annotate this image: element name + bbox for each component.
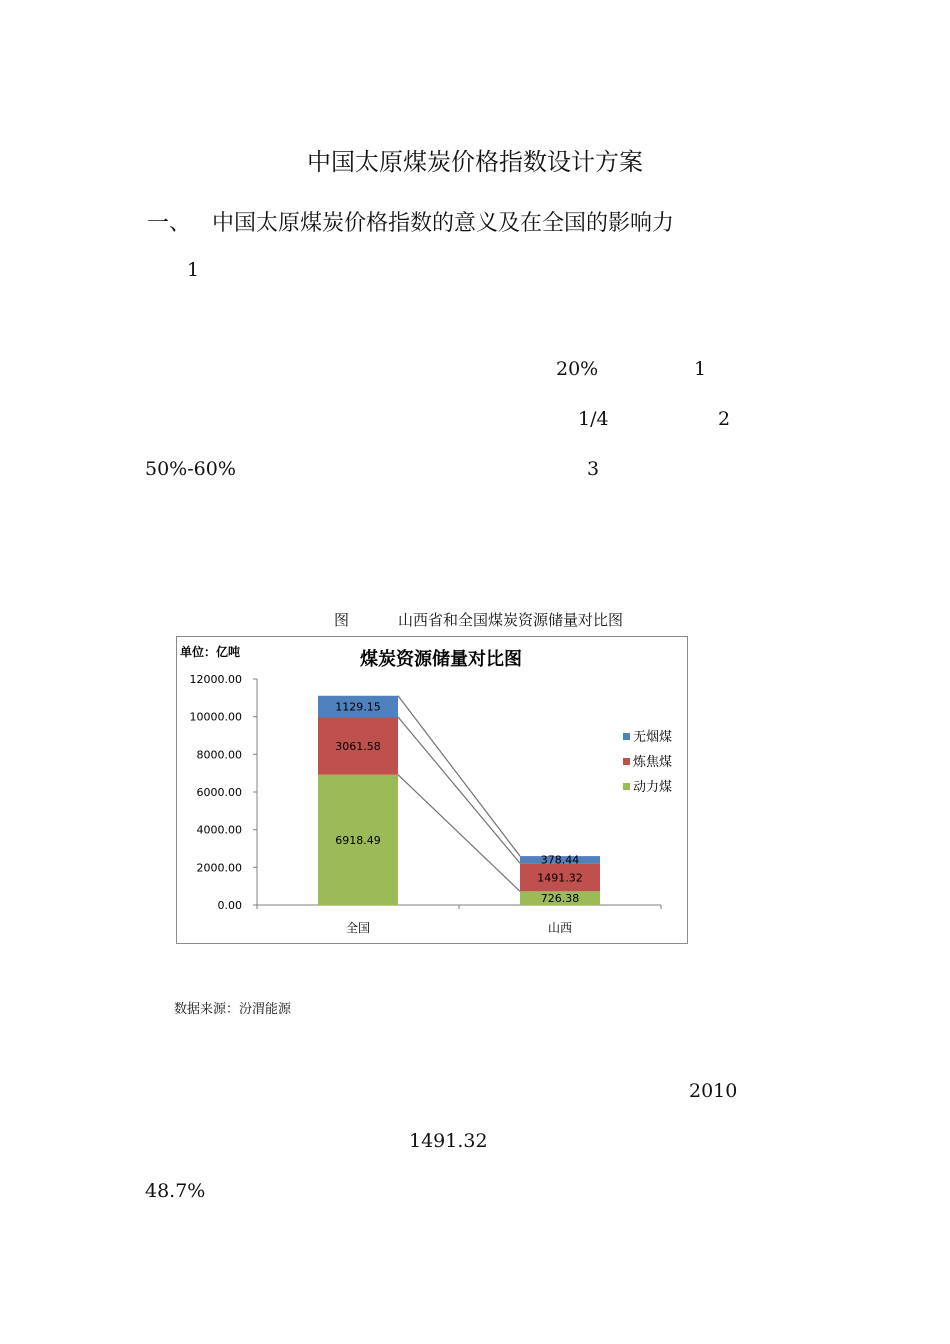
text-fragment: 1491.32 xyxy=(409,1130,488,1152)
data-label: 1491.32 xyxy=(537,871,583,885)
y-tick-label: 12000.00 xyxy=(189,673,242,686)
text-fragment: 50%-60% xyxy=(145,458,236,480)
y-tick-label: 8000.00 xyxy=(196,748,242,762)
section-heading: 中国太原煤炭价格指数的意义及在全国的影响力 xyxy=(212,211,675,236)
data-label: 726.38 xyxy=(540,892,580,906)
data-label: 1129.15 xyxy=(335,700,381,714)
x-tick-label: 全国 xyxy=(345,921,371,935)
data-source: 数据来源：汾渭能源 xyxy=(174,1002,292,1017)
section-number: 一、 xyxy=(147,211,192,236)
chart-svg xyxy=(177,637,689,945)
data-label: 378.44 xyxy=(540,853,580,867)
text-fragment: 48.7% xyxy=(145,1180,206,1202)
legend-label: 炼焦煤 xyxy=(633,755,673,770)
chart xyxy=(176,636,688,944)
y-tick-label: 4000.00 xyxy=(196,823,242,837)
text-fragment: 20% xyxy=(556,358,599,380)
text-fragment: 3 xyxy=(587,458,600,480)
legend-swatch xyxy=(623,783,630,790)
y-tick-label: 10000.00 xyxy=(189,710,242,724)
text-fragment: 2010 xyxy=(689,1080,738,1102)
chart-title: 煤炭资源储量对比图 xyxy=(360,649,522,670)
y-tick-label: 6000.00 xyxy=(196,786,242,799)
legend-label: 动力煤 xyxy=(633,780,673,795)
series-line xyxy=(398,696,520,856)
data-label: 6918.49 xyxy=(335,833,381,847)
text-fragment: 1 xyxy=(694,358,707,380)
chart-unit-label: 单位：亿吨 xyxy=(180,645,241,659)
text-fragment: 1/4 xyxy=(578,408,609,430)
plot-area xyxy=(190,673,673,935)
x-tick-label: 山西 xyxy=(547,921,573,935)
figure-label: 图 xyxy=(334,611,350,629)
y-tick-label: 0.00 xyxy=(217,899,242,912)
text-fragment: 2 xyxy=(718,408,731,430)
figure-caption: 山西省和全国煤炭资源储量对比图 xyxy=(398,611,624,629)
series-line xyxy=(398,717,520,863)
text-fragment: 1 xyxy=(187,259,200,281)
legend-swatch xyxy=(623,733,630,740)
data-label: 3061.58 xyxy=(335,739,381,753)
legend-label: 无烟煤 xyxy=(633,730,673,745)
y-tick-label: 2000.00 xyxy=(196,861,242,875)
legend-swatch xyxy=(623,758,630,765)
document-title: 中国太原煤炭价格指数设计方案 xyxy=(307,148,643,176)
